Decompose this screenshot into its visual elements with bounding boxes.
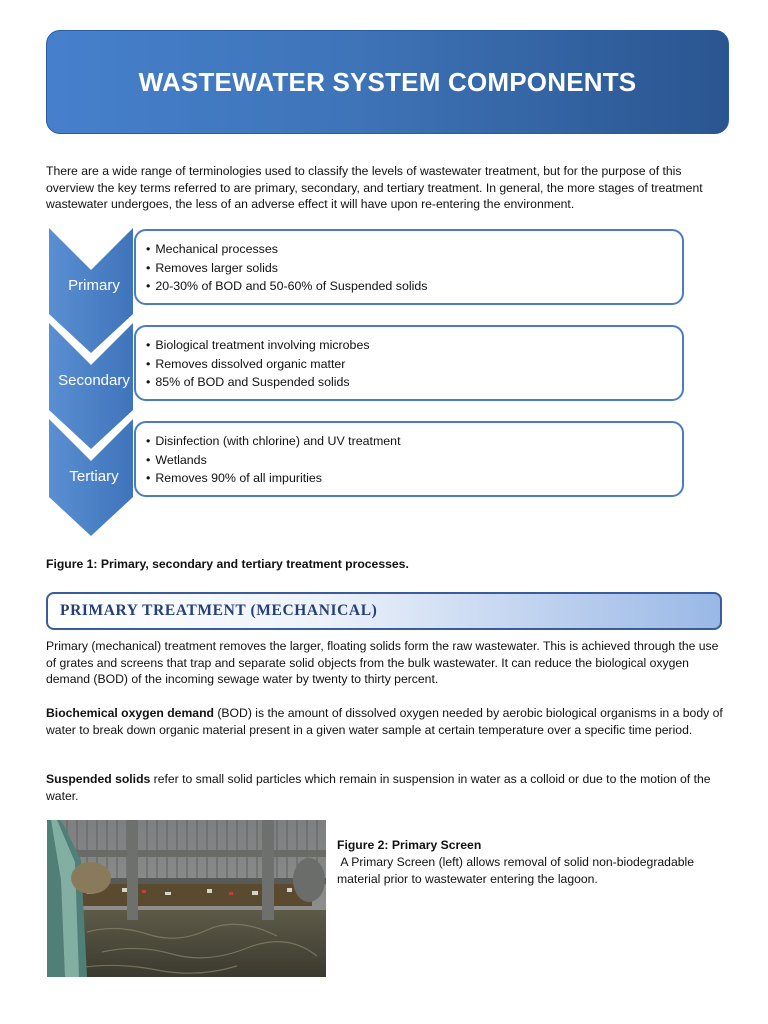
- bod-term: Biochemical oxygen demand: [46, 706, 214, 720]
- bod-definition: (BOD) is the amount of dissolved oxygen needed by aerobic biological organisms in a body of water to break down organic material present in a given water sample at certain temperature over a specific time period.: [46, 706, 723, 737]
- section-heading: PRIMARY TREATMENT (MECHANICAL): [60, 602, 378, 619]
- page-title: WASTEWATER SYSTEM COMPONENTS: [138, 66, 637, 97]
- list-item: • 20-30% of BOD and 50-60% of Suspended solids: [146, 277, 682, 296]
- step-label-secondary: Secondary: [58, 372, 130, 389]
- step-label-primary: Primary: [68, 277, 120, 294]
- primary-screen-photo: [47, 820, 326, 977]
- tertiary-box: [134, 421, 684, 497]
- ss-definition: refer to small solid particles which remain in suspension in water as a colloid or due to the motion of the water.: [46, 772, 711, 803]
- title-banner: [46, 30, 729, 134]
- secondary-box: [134, 325, 684, 401]
- list-item: • Wetlands: [146, 451, 682, 470]
- list-item: • Removes dissolved organic matter: [146, 355, 682, 374]
- treatment-process-diagram: [46, 226, 691, 546]
- list-item: • Removes larger solids: [146, 259, 682, 278]
- list-item: • Removes 90% of all impurities: [146, 469, 682, 488]
- list-item: • 85% of BOD and Suspended solids: [146, 373, 682, 392]
- figure2-text: A Primary Screen (left) allows removal of solid non-biodegradable material prior to wastewater entering the lagoon.: [337, 855, 698, 886]
- ss-term: Suspended solids: [46, 772, 151, 786]
- primary-box: [134, 229, 684, 305]
- figure2-title: Figure 2: Primary Screen: [337, 838, 482, 852]
- step-label-tertiary: Tertiary: [69, 468, 119, 485]
- figure1-caption: Figure 1: Primary, secondary and tertiary treatment processes.: [46, 557, 409, 571]
- intro-paragraph: There are a wide range of terminologies used to classify the levels of wastewater treatment, but for the purpose of this overview the key terms referred to are primary, secondary, and tertiary treatment. In general, the more stages of treatment wastewater undergoes, the less of an adverse effect it will have upon re-entering the environment.: [46, 164, 703, 212]
- list-item: • Disinfection (with chlorine) and UV treatment: [146, 432, 682, 451]
- list-item: • Biological treatment involving microbes: [146, 336, 682, 355]
- section-banner: [46, 592, 722, 630]
- primary-treatment-paragraph: Primary (mechanical) treatment removes the larger, floating solids form the raw wastewater. This is achieved through the use of grates and screens that trap and separate solid objects from the bulk wastewater. It can reduce the biological oxygen demand (BOD) of the incoming sewage water by twenty to thirty percent.: [46, 639, 719, 687]
- bod-paragraph: [46, 705, 726, 738]
- list-item: • Mechanical processes: [146, 240, 682, 259]
- figure2-caption: [337, 837, 732, 888]
- suspended-solids-paragraph: [46, 771, 726, 804]
